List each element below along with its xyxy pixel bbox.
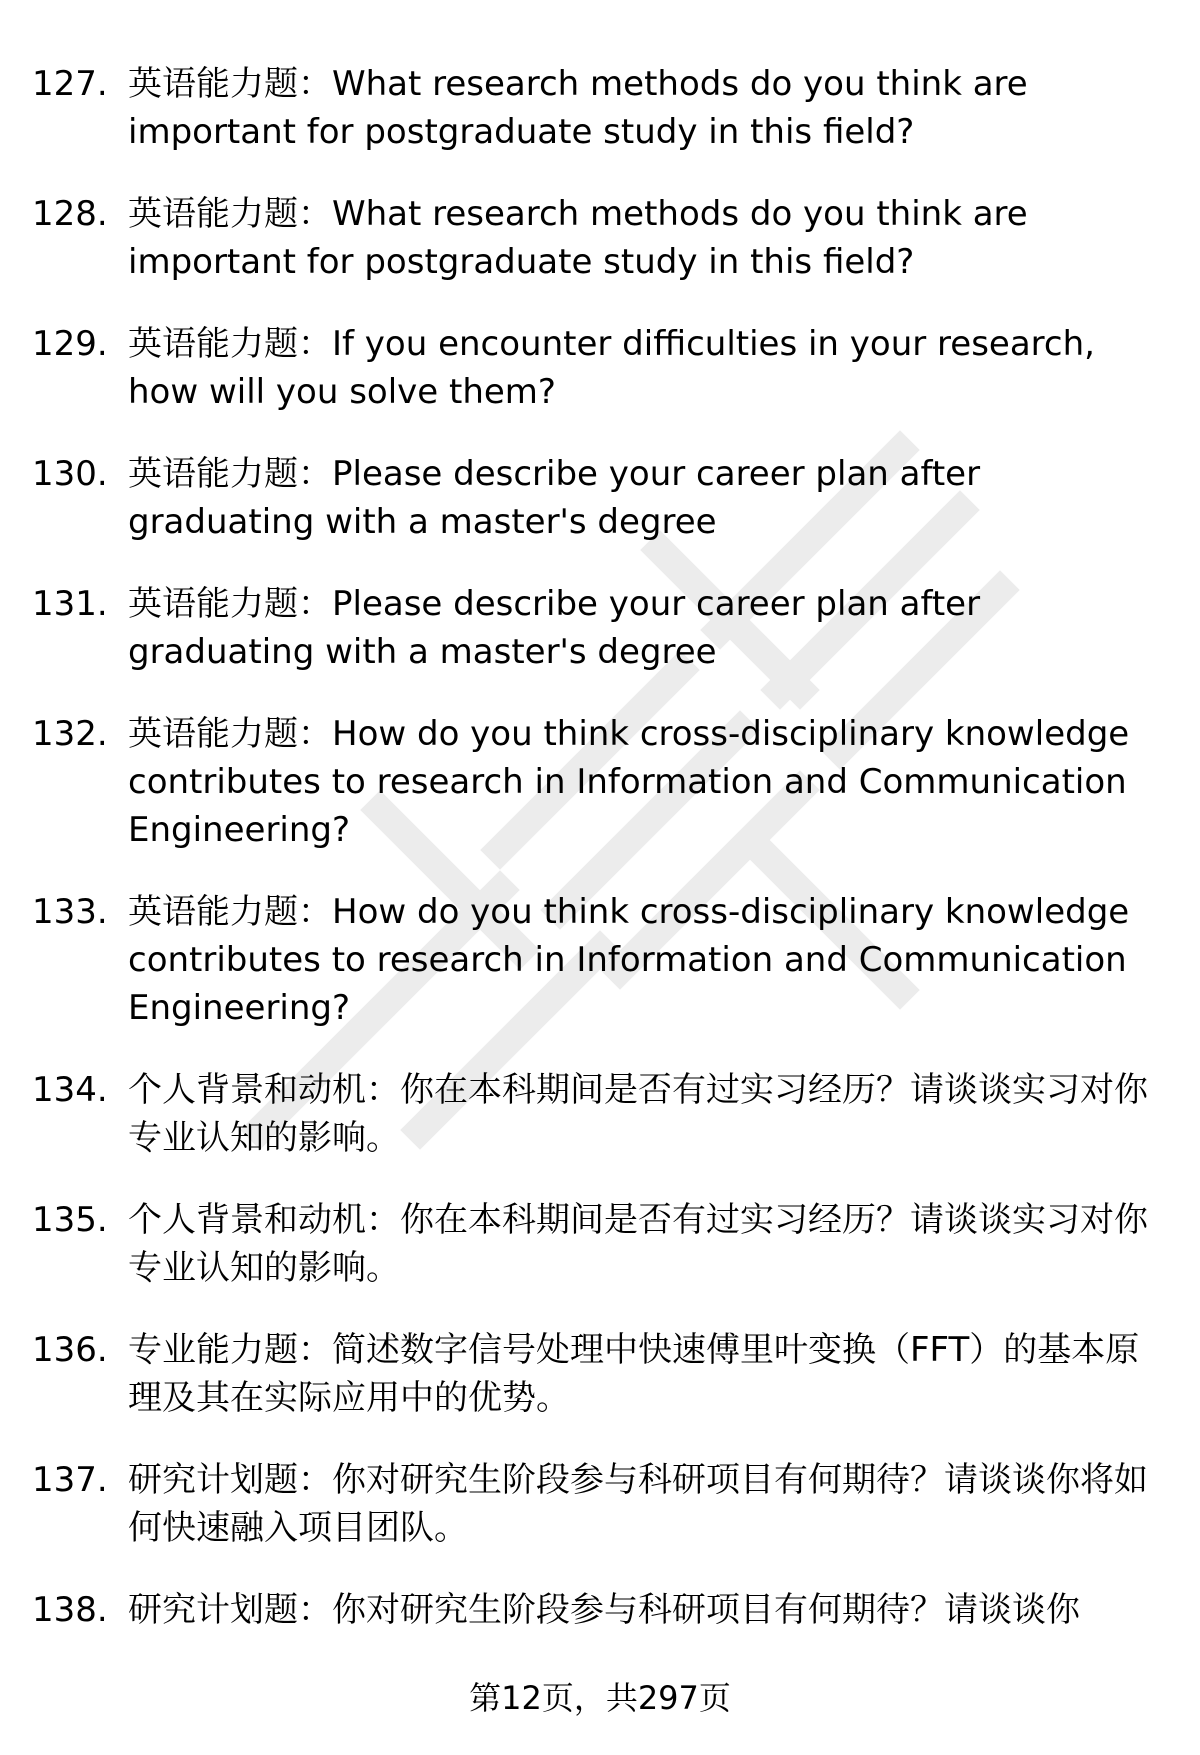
question-number: 138.: [32, 1590, 108, 1630]
question-item: [32, 1066, 1172, 1162]
question-number: 133.: [32, 892, 108, 932]
question-text: 你在本科期间是否有过实习经历？请谈谈实习对你专业认知的影响。: [128, 1070, 1148, 1158]
question-body: [128, 888, 1148, 1032]
question-list: [32, 60, 1172, 1668]
question-number: 127.: [32, 64, 108, 104]
question-body: [128, 1326, 1148, 1422]
question-text: How do you think cross-disciplinary knowledge contributes to research in Information and Communication Engineering?: [128, 892, 1130, 1028]
question-number: 128.: [32, 194, 108, 234]
question-item: [32, 450, 1172, 546]
question-text: 简述数字信号处理中快速傅里叶变换（FFT）的基本原理及其在实际应用中的优势。: [128, 1330, 1140, 1418]
question-item: [32, 888, 1172, 1032]
question-category: 个人背景和动机：: [128, 1200, 400, 1240]
question-category: 英语能力题：: [128, 892, 332, 932]
question-text: Please describe your career plan after graduating with a master's degree: [128, 584, 981, 672]
question-category: 研究计划题：: [128, 1590, 332, 1630]
question-number: 135.: [32, 1200, 108, 1240]
question-item: [32, 1456, 1172, 1552]
question-item: [32, 320, 1172, 416]
question-text: 你对研究生阶段参与科研项目有何期待？请谈谈你将如何快速融入项目团队。: [128, 1460, 1148, 1548]
question-body: [128, 1586, 1148, 1634]
question-category: 英语能力题：: [128, 454, 332, 494]
question-text: If you encounter difficulties in your research, how will you solve them?: [128, 324, 1095, 412]
question-text: What research methods do you think are important for postgraduate study in this field?: [128, 194, 1028, 282]
question-number: 137.: [32, 1460, 108, 1500]
question-number: 136.: [32, 1330, 108, 1370]
question-category: 专业能力题：: [128, 1330, 332, 1370]
question-text: How do you think cross-disciplinary knowledge contributes to research in Information and Communication Engineering?: [128, 714, 1130, 850]
question-body: [128, 710, 1148, 854]
question-number: 131.: [32, 584, 108, 624]
question-category: 英语能力题：: [128, 584, 332, 624]
question-category: 英语能力题：: [128, 64, 332, 104]
question-body: [128, 1196, 1148, 1292]
question-body: [128, 190, 1148, 286]
question-category: 研究计划题：: [128, 1460, 332, 1500]
question-body: [128, 320, 1148, 416]
question-item: [32, 1196, 1172, 1292]
question-item: [32, 1586, 1172, 1634]
question-category: 个人背景和动机：: [128, 1070, 400, 1110]
page-footer: 第12页，共297页: [469, 1679, 731, 1717]
question-number: 134.: [32, 1070, 108, 1110]
question-body: [128, 450, 1148, 546]
question-number: 129.: [32, 324, 108, 364]
question-item: [32, 710, 1172, 854]
question-text: What research methods do you think are important for postgraduate study in this field?: [128, 64, 1028, 152]
question-text: Please describe your career plan after graduating with a master's degree: [128, 454, 981, 542]
question-body: [128, 1066, 1148, 1162]
question-body: [128, 580, 1148, 676]
question-number: 130.: [32, 454, 108, 494]
question-category: 英语能力题：: [128, 194, 332, 234]
question-item: [32, 60, 1172, 156]
question-item: [32, 1326, 1172, 1422]
question-category: 英语能力题：: [128, 714, 332, 754]
question-text: 你对研究生阶段参与科研项目有何期待？请谈谈你: [332, 1590, 1080, 1630]
question-category: 英语能力题：: [128, 324, 332, 364]
question-text: 你在本科期间是否有过实习经历？请谈谈实习对你专业认知的影响。: [128, 1200, 1148, 1288]
question-body: [128, 60, 1148, 156]
question-item: [32, 580, 1172, 676]
question-item: [32, 190, 1172, 286]
question-body: [128, 1456, 1148, 1552]
question-number: 132.: [32, 714, 108, 754]
